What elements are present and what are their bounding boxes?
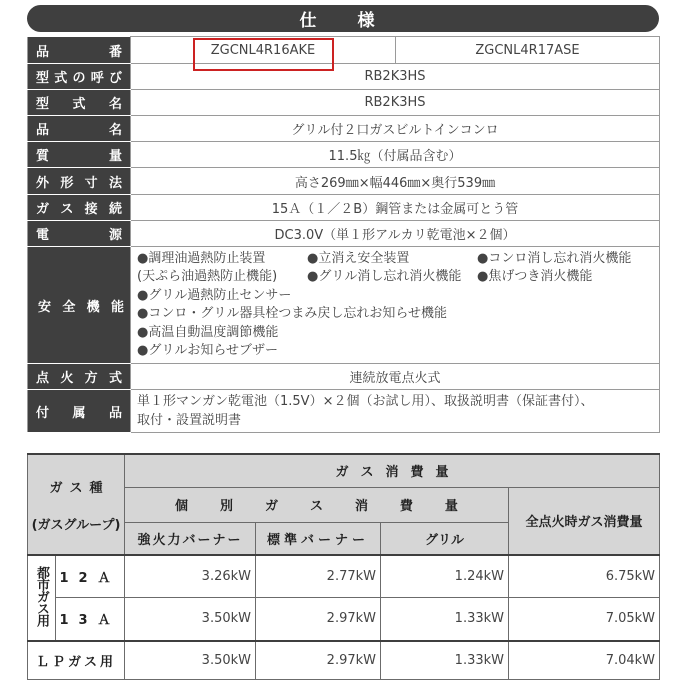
spec-row-accessories	[28, 390, 660, 433]
label-type-name-char: び	[108, 71, 122, 86]
label-model-name	[28, 90, 131, 116]
gas-type-label-char: 種	[89, 480, 103, 496]
label-accessories-char: 付	[36, 405, 50, 421]
gas-type-label-char: ガ	[49, 480, 63, 496]
label-ignition-char: 点	[36, 371, 50, 386]
accessories-line-1: 単１形マンガン乾電池（1.5V）×２個（お試し用）、取扱説明書（保証書付）、	[137, 394, 594, 409]
label-power	[28, 221, 131, 247]
safety-feature-item: ●グリルお知らせブザー	[137, 343, 278, 358]
row-13a-standard: 2.97kW	[256, 597, 381, 641]
model-name-value: RB2K3HS	[131, 90, 660, 116]
col-grill: グリル	[381, 522, 509, 555]
spec-table	[27, 36, 660, 433]
safety-feature-item: ●調理油過熱防止装置	[137, 250, 266, 266]
label-safety-char: 能	[110, 299, 124, 315]
individual-header	[125, 487, 509, 522]
label-type-name-char: 型	[36, 71, 50, 86]
safety-feature-item: ●焦げつき消火機能	[477, 269, 593, 284]
label-dimensions	[28, 168, 131, 195]
safety-features	[131, 247, 660, 364]
spec-row-model-number	[28, 37, 660, 64]
spec-row-safety	[28, 247, 660, 364]
gas-group-label: (ガスグループ)	[31, 517, 121, 533]
safety-feature-item: (天ぷら油過熱防止機能)	[137, 269, 278, 284]
model-number-1: ZGCNL4R16AKE	[131, 37, 396, 64]
gas-row-13a	[28, 597, 660, 641]
spec-row-weight	[28, 142, 660, 168]
spec-row-gas-connection	[28, 195, 660, 221]
label-safety-char: 安	[38, 299, 52, 315]
consumption-label-char: 量	[435, 465, 449, 481]
row-13a-strong: 3.50kW	[125, 597, 256, 641]
row-12a-standard: 2.77kW	[256, 555, 381, 597]
row-lp-total: 7.04kW	[509, 641, 660, 679]
label-dimensions-char: 形	[60, 175, 74, 191]
row-12a-name: 12Ａ	[56, 555, 125, 597]
power-value: DC3.0V（単１形アルカリ乾電池×２個）	[131, 221, 660, 247]
label-product-name-char: 品	[36, 123, 50, 138]
title-text: 仕 様	[299, 11, 387, 31]
col-strong-burner: 強火力バーナー	[125, 522, 256, 555]
row-12a-strong: 3.26kW	[125, 555, 256, 597]
label-accessories	[28, 390, 131, 433]
row-13a-grill: 1.33kW	[381, 597, 509, 641]
spec-row-model-name	[28, 90, 660, 116]
label-ignition-char: 式	[108, 371, 122, 386]
label-dimensions-char: 法	[108, 175, 122, 191]
label-type-name-char: 式	[54, 71, 68, 86]
label-ignition-char: 火	[60, 371, 74, 386]
accessories-value	[131, 390, 660, 433]
city-gas-label: 都市ガス用	[28, 555, 56, 641]
safety-line	[137, 250, 655, 269]
safety-line	[137, 324, 655, 343]
spec-row-power	[28, 221, 660, 247]
consumption-label-char: 費	[410, 465, 424, 481]
row-lp-name: ＬＰガス用	[28, 641, 125, 679]
label-weight-char: 量	[108, 149, 122, 164]
label-power-char: 電	[36, 228, 50, 243]
label-type-name-char: 呼	[90, 71, 104, 86]
consumption-label-char: ス	[360, 465, 374, 481]
label-dimensions-char: 寸	[84, 175, 98, 191]
safety-feature-item: ●コンロ消し忘れ消火機能	[477, 250, 632, 266]
label-weight	[28, 142, 131, 168]
consumption-header	[125, 454, 660, 487]
safety-feature-item: ●グリル過熱防止センサー	[137, 287, 292, 303]
label-model-name-char: 名	[108, 97, 122, 112]
ignition-value: 連続放電点火式	[131, 364, 660, 390]
label-gas-connection	[28, 195, 131, 221]
page-title	[27, 5, 659, 32]
gas-row-lp	[28, 641, 660, 679]
safety-feature-item: ●グリル消し忘れ消火機能	[307, 269, 462, 284]
safety-line	[137, 342, 655, 361]
individual-label-char: 費	[399, 499, 413, 514]
label-model-name-char: 式	[72, 97, 86, 112]
gas-row-12a	[28, 555, 660, 597]
model-number-2: ZGCNL4R17ASE	[396, 37, 660, 64]
spec-row-product-name	[28, 116, 660, 142]
label-gas-connection-char: 続	[108, 202, 122, 217]
col-standard-burner: 標準バーナー	[256, 522, 381, 555]
label-product-name-char: 名	[108, 123, 122, 138]
label-ignition	[28, 364, 131, 390]
individual-label-char: 量	[444, 499, 458, 514]
label-gas-connection-char: ガ	[36, 202, 50, 217]
consumption-label-char: 消	[385, 465, 399, 481]
safety-feature-item: ●コンロ・グリル器具栓つまみ戻し忘れお知らせ機能	[137, 306, 447, 321]
product-name-value: グリル付２口ガスビルトインコンロ	[131, 116, 660, 142]
gas-header-row-1	[28, 454, 660, 487]
safety-feature-item: ●高温自動温度調節機能	[137, 324, 279, 340]
label-accessories-char: 品	[108, 405, 122, 421]
label-type-name	[28, 64, 131, 90]
label-gas-connection-char: 接	[84, 202, 98, 217]
individual-label-char: 個	[175, 499, 189, 514]
label-safety-char: 全	[62, 299, 76, 315]
label-accessories-char: 属	[72, 405, 86, 421]
row-lp-standard: 2.97kW	[256, 641, 381, 679]
individual-label-char: 消	[354, 499, 368, 514]
individual-label-char: ス	[309, 499, 323, 514]
gas-consumption-table	[27, 453, 660, 680]
accessories-line-2: 取付・設置説明書	[137, 413, 242, 428]
type-name-value: RB2K3HS	[131, 64, 660, 90]
label-model-name-char: 型	[36, 97, 50, 112]
row-12a-grill: 1.24kW	[381, 555, 509, 597]
label-model-number-char: 品	[36, 44, 50, 60]
label-ignition-char: 方	[84, 371, 98, 386]
consumption-label-char: ガ	[335, 465, 349, 481]
row-lp-grill: 1.33kW	[381, 641, 509, 679]
safety-line	[137, 305, 655, 324]
weight-value: 11.5㎏（付属品含む）	[131, 142, 660, 168]
gas-connection-value: 15Ａ（１／２B）鋼管または金属可とう管	[131, 195, 660, 221]
gas-type-label-char: ス	[69, 480, 83, 496]
label-product-name	[28, 116, 131, 142]
label-power-char: 源	[108, 228, 122, 243]
label-model-number	[28, 37, 131, 64]
total-header: 全点火時ガス消費量	[509, 487, 660, 555]
safety-feature-item: ●立消え安全装置	[307, 250, 410, 266]
row-12a-total: 6.75kW	[509, 555, 660, 597]
label-dimensions-char: 外	[36, 175, 50, 191]
spec-row-ignition	[28, 364, 660, 390]
safety-line	[137, 268, 655, 287]
dimensions-value: 高さ269㎜×幅446㎜×奥行539㎜	[131, 168, 660, 195]
label-safety-char: 機	[86, 299, 100, 315]
row-lp-strong: 3.50kW	[125, 641, 256, 679]
spec-row-type-name	[28, 64, 660, 90]
spec-row-dimensions	[28, 168, 660, 195]
gas-type-header	[28, 454, 125, 555]
individual-label-char: 別	[219, 499, 233, 514]
label-weight-char: 質	[36, 149, 50, 164]
label-model-number-char: 番	[108, 44, 122, 60]
row-13a-name: 13Ａ	[56, 597, 125, 641]
individual-label-char: ガ	[264, 499, 278, 514]
row-13a-total: 7.05kW	[509, 597, 660, 641]
safety-line	[137, 287, 655, 306]
label-type-name-char: の	[72, 71, 86, 86]
label-safety	[28, 247, 131, 364]
label-gas-connection-char: ス	[60, 202, 74, 217]
